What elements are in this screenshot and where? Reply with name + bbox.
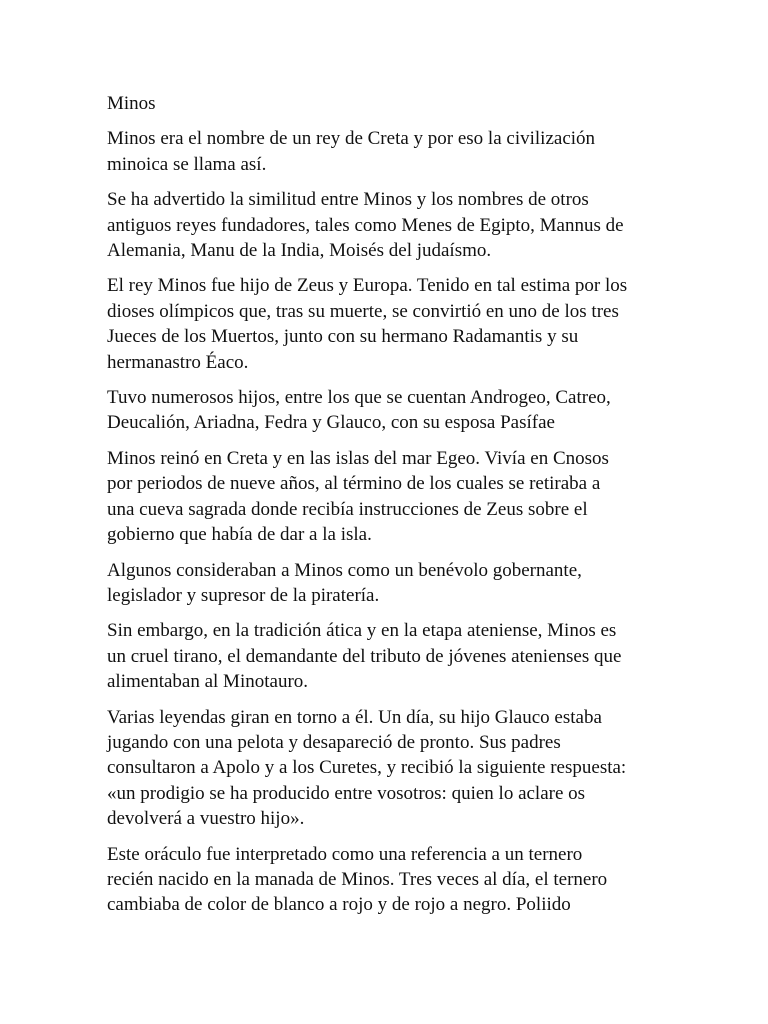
- text-line: cambiaba de color de blanco a rojo y de rojo a negro. Poliido: [107, 894, 571, 916]
- text-line: un cruel tirano, el demandante del tributo de jóvenes atenienses que: [107, 645, 622, 667]
- paragraph: [107, 385, 668, 436]
- text-line: Deucalión, Ariadna, Fedra y Glauco, con su esposa Pasífae: [107, 412, 555, 434]
- paragraph: [107, 842, 668, 918]
- text-line: hermanastro Éaco.: [107, 351, 249, 373]
- paragraph: [107, 126, 668, 177]
- paragraph: [107, 558, 668, 609]
- text-line: legislador y supresor de la piratería.: [107, 584, 380, 606]
- text-line: antiguos reyes fundadores, tales como Menes de Egipto, Mannus de: [107, 214, 624, 236]
- paragraph: [107, 273, 668, 375]
- text-line: jugando con una pelota y desapareció de pronto. Sus padres: [107, 731, 561, 753]
- paragraph: [107, 705, 668, 832]
- text-line: El rey Minos fue hijo de Zeus y Europa. Tenido en tal estima por los: [107, 275, 628, 297]
- text-line: Minos era el nombre de un rey de Creta y por eso la civilización: [107, 128, 596, 150]
- paragraph: [107, 446, 668, 548]
- paragraph: [107, 187, 668, 263]
- text-line: Se ha advertido la similitud entre Minos y los nombres de otros: [107, 189, 589, 211]
- document-title: Minos: [107, 93, 156, 114]
- text-line: Este oráculo fue interpretado como una referencia a un ternero: [107, 843, 583, 865]
- text-line: Sin embargo, en la tradición ática y en la etapa ateniense, Minos es: [107, 620, 617, 642]
- text-line: dioses olímpicos que, tras su muerte, se convirtió en uno de los tres: [107, 300, 619, 322]
- text-line: Minos reinó en Creta y en las islas del mar Egeo. Vivía en Cnosos: [107, 447, 609, 469]
- text-line: Jueces de los Muertos, junto con su hermano Radamantis y su: [107, 326, 579, 348]
- text-line: recién nacido en la manada de Minos. Tres veces al día, el ternero: [107, 868, 608, 890]
- text-line: una cueva sagrada donde recibía instrucciones de Zeus sobre el: [107, 498, 588, 520]
- text-line: devolverá a vuestro hijo».: [107, 808, 305, 830]
- text-line: minoica se llama así.: [107, 153, 267, 175]
- text-line: alimentaban al Minotauro.: [107, 671, 309, 693]
- text-line: Tuvo numerosos hijos, entre los que se cuentan Androgeo, Catreo,: [107, 387, 611, 409]
- paragraph: [107, 618, 668, 694]
- text-line: «un prodigio se ha producido entre vosotros: quien lo aclare os: [107, 782, 586, 804]
- text-line: gobierno que había de dar a la isla.: [107, 524, 372, 546]
- text-line: Alemania, Manu de la India, Moisés del judaísmo.: [107, 240, 492, 262]
- text-line: Algunos consideraban a Minos como un benévolo gobernante,: [107, 559, 582, 581]
- text-line: consultaron a Apolo y a los Curetes, y recibió la siguiente respuesta:: [107, 757, 627, 779]
- text-line: por periodos de nueve años, al término de los cuales se retiraba a: [107, 473, 601, 495]
- document-body: [107, 126, 668, 917]
- text-line: Varias leyendas giran en torno a él. Un día, su hijo Glauco estaba: [107, 706, 602, 728]
